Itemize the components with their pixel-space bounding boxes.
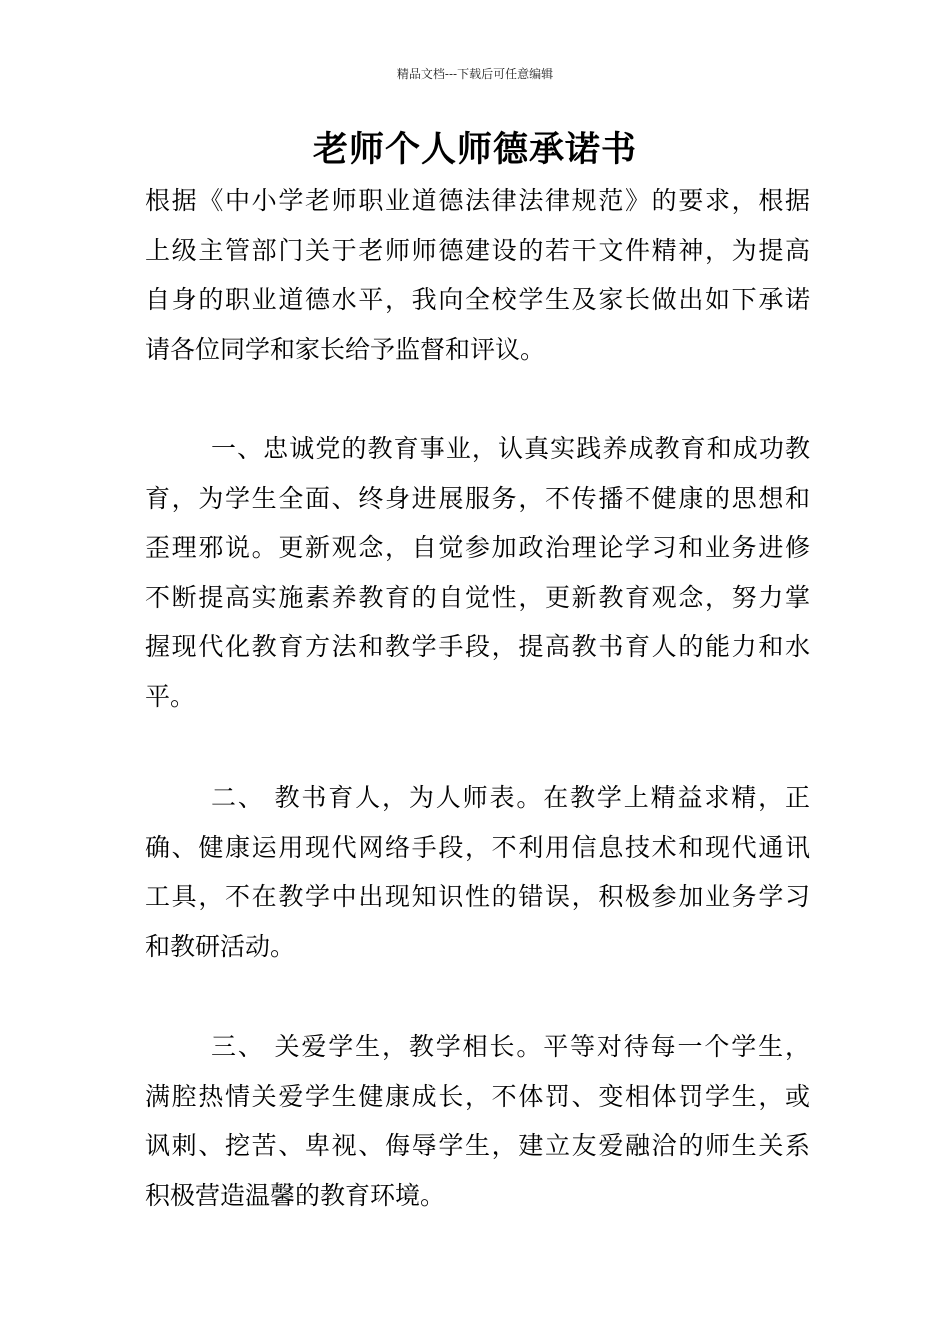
paragraph-line: 歪理邪说。更新观念，自觉参加政治理论学习和业务进修 — [145, 533, 810, 562]
document-title: 老师个人师德承诺书 — [312, 130, 637, 170]
paragraph-line: 育，为学生全面、终身进展服务，不传播不健康的思想和 — [145, 483, 810, 513]
paragraph-line: 根据《中小学老师职业道德法律法律规范》的要求，根据 — [145, 186, 810, 215]
paragraph-line: 平。 — [145, 681, 196, 711]
paragraph-line: 讽刺、挖苦、卑视、侮辱学生，建立友爱融洽的师生关系 — [145, 1131, 810, 1160]
paragraph-line: 满腔热情关爱学生健康成长，不体罚、变相体罚学生，或 — [145, 1081, 810, 1111]
paragraph-line: 不断提高实施素养教育的自觉性，更新教育观念，努力掌 — [145, 582, 810, 612]
header-note: 精品文档---下载后可任意编辑 — [396, 67, 554, 81]
paragraph-line: 二、 教书育人，为人师表。在教学上精益求精，正 — [211, 783, 810, 812]
paragraph-line: 一、忠诚党的教育事业，认真实践养成教育和成功教 — [211, 434, 810, 463]
paragraph-line: 三、 关爱学生，教学相长。平等对待每一个学生， — [211, 1032, 810, 1061]
paragraph-line: 自身的职业道德水平，我向全校学生及家长做出如下承诺 — [145, 285, 810, 314]
paragraph-line: 请各位同学和家长给予监督和评议。 — [145, 334, 546, 364]
paragraph-line: 确、健康运用现代网络手段，不利用信息技术和现代通讯 — [145, 832, 810, 862]
paragraph-line: 和教研活动。 — [145, 931, 296, 961]
paragraph-item-3 — [145, 1022, 810, 1220]
paragraph-line: 积极营造温馨的教育环境。 — [145, 1180, 446, 1210]
paragraph-line: 上级主管部门关于老师师德建设的若干文件精神，为提高 — [145, 235, 810, 265]
paragraph-intro — [145, 176, 810, 374]
paragraph-line: 握现代化教育方法和教学手段，提高教书育人的能力和水 — [145, 632, 810, 661]
paragraph-line: 工具，不在教学中出现知识性的错误，积极参加业务学习 — [145, 882, 810, 911]
paragraph-item-1 — [145, 424, 810, 721]
paragraph-item-2 — [145, 773, 810, 971]
